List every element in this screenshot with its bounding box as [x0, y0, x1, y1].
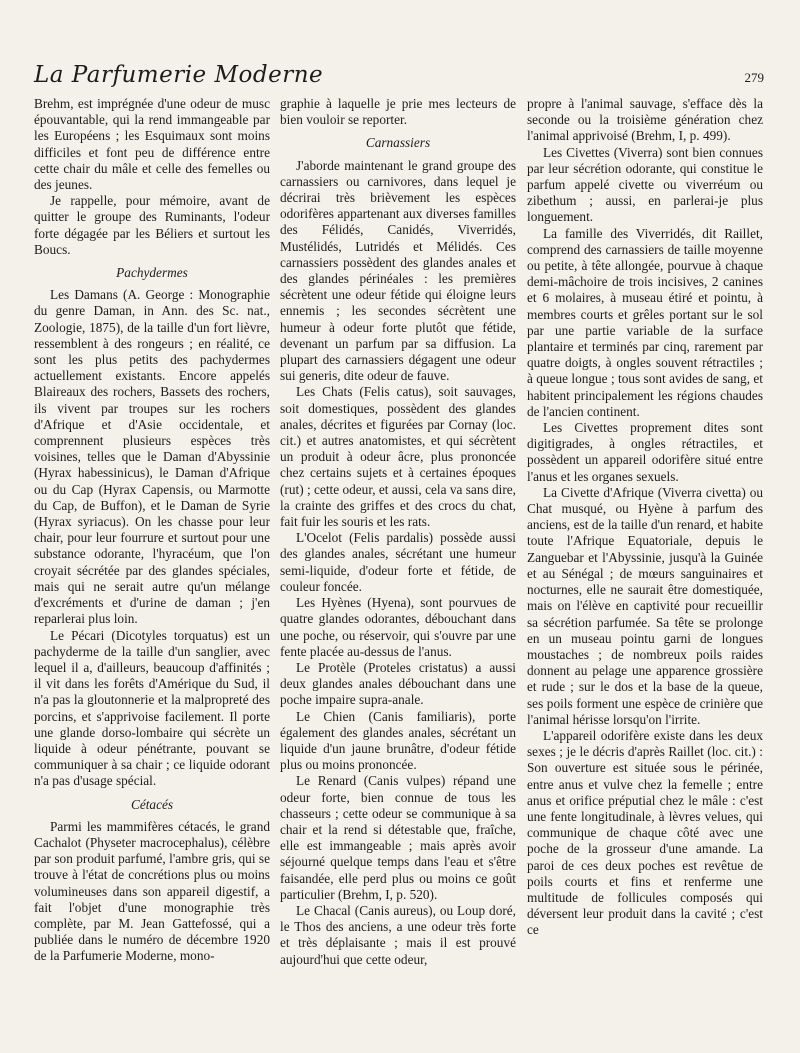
- section-heading-cetaces: Cétacés: [130, 796, 174, 812]
- page-header: [34, 62, 764, 88]
- paragraph: La famille des Viverridés, dit Raillet, comprend des carnassiers de taille moyenne ou petite, à tête allongée, pourvue à chaque demi-mâchoire de trois incisives, 2 canines et 6 molaires, à museau étiré et pointu, à membres courts et grêles portant sur le sol par une partie variable de la surface plantaire et terminés par cinq, rarement par quatre doigts, à ongles souvent rétractiles ; à queue longue ; tous sont avides de sang, et habitent principalement les régions chaudes de l'ancien continent.: [527, 225, 763, 419]
- text-column-2: [280, 96, 516, 968]
- paragraph: propre à l'animal sauvage, s'efface dès la seconde ou la troisième génération chez l'animal apprivoisé (Brehm, I, p. 499).: [527, 96, 763, 144]
- paragraph: graphie à laquelle je prie mes lecteurs de bien vouloir se reporter.: [280, 96, 516, 128]
- paragraph: Le Pécari (Dicotyles torquatus) est un pachyderme de la taille d'un sanglier, avec lequel il a, d'ailleurs, beaucoup d'affinités ; il vit dans les forêts d'Amérique du Sud, il n'a pas la gloutonnerie et la malpropreté des porcins, et s'apprivoise facilement. Il porte une glande dorso-lombaire qui sécrète un liquide à odeur pénétrante, pouvant se communiquer à sa chair ; ce liquide odorant n'a pas d'usage spécial.: [34, 627, 270, 789]
- text-column-3: [527, 96, 763, 939]
- paragraph: Le Protèle (Proteles cristatus) a aussi deux glandes anales débouchant dans une poche impaire supra-anale.: [280, 659, 516, 708]
- section-heading-carnassiers: Carnassiers: [365, 135, 431, 151]
- paragraph: Le Chien (Canis familiaris), porte également des glandes anales, sécrétant un liquide d'un jaune brunâtre, d'odeur fétide plus ou moins prononcée.: [280, 708, 516, 773]
- paragraph: Les Civettes proprement dites sont digitigrades, à ongles rétractiles, et possèdent un appareil odorifère situé entre l'anus et les organes sexuels.: [527, 420, 763, 484]
- paragraph: Brehm, est imprégnée d'une odeur de musc épouvantable, qui la rend immangeable par les Européens ; les Esquimaux sont moins difficiles et font peu de différence entre cette chair du mâle et celle des femelles ou des jeunes.: [34, 96, 270, 193]
- paragraph: L'appareil odorifère existe dans les deux sexes ; je le décris d'après Raillet (loc. cit.) : Son ouverture est située sous le périnée, entre anus et vulve chez la femelle ; entre anus et orifice préputial chez le mâle : c'est une fente longitudinale, à lèvres velues, qui communique de chaque côté avec une poche de la grosseur d'une amande. La paroi de ces deux poches est revêtue de poils courts et fins et renferme une multitude de follicules composés qui déversent leur produit dans la cavité ; c'est ce: [527, 727, 763, 938]
- paragraph: Les Damans (A. George : Monographie du genre Daman, in Ann. des Sc. nat., Zoologie, 1875), de la taille d'un fort lièvre, ressemblent à des rongeurs ; en réalité, ce sont les plus petits des pachydermes actuellement existants. Encore appelés Blaireaux des rochers, Bassets des rochers, ils vivent par troupes sur les rochers d'Afrique et d'Asie occidentale, et comprennent plusieurs espèces très voisines, telles que le Daman d'Abyssinie (Hyrax habessinicus), le Daman d'Afrique ou du Cap (Hyrax Capensis, ou Marmotte du Cap, de Buffon), et le Daman de Syrie (Hyrax syriacus). On les chasse pour leur chair, pour leur fourrure et surtout pour une substance odorante, l'hyracéum, que l'on croyait sécrétée par des glandes spéciales, mais qui ne serait autre qu'un mélange d'excréments et d'urine de daman ; j'en reparlerai plus loin.: [34, 287, 270, 627]
- paragraph: Je rappelle, pour mémoire, avant de quitter le groupe des Ruminants, l'odeur forte dégagée par les Béliers et surtout les Boucs.: [34, 193, 270, 257]
- section-heading-pachydermes: Pachydermes: [116, 265, 188, 281]
- paragraph: Parmi les mammifères cétacés, le grand Cachalot (Physeter macrocephalus), célèbre par son produit parfumé, l'ambre gris, qui se trouve à l'état de concrétions plus ou moins volumineuses dans son appareil digestif, a fait l'objet d'une monographie très complète, par M. Jean Gattefossé, qui a publiée dans le numéro de décembre 1920 de la Parfumerie Moderne, mono-: [34, 818, 270, 964]
- text-column-1: [34, 96, 270, 965]
- paragraph: Les Civettes (Viverra) sont bien connues par leur sécrétion odorante, qui constitue le parfum appelé civette ou viverréum ou zibethum ; aussi, en parlerai-je plus longuement.: [527, 144, 763, 225]
- paragraph: La Civette d'Afrique (Viverra civetta) ou Chat musqué, ou Hyène à parfum des anciens, est de la taille d'un renard, et habite toute l'Afrique Equatoriale, depuis le Zanguebar et l'Abyssinie, jusqu'à la Guinée et au Sénégal ; de mœurs sanguinaires et nocturnes, elle ne saurait être domestiquée, mais on l'élève en captivité pour recueillir sa sécrétion parfumée. Sa tête se prolonge en un museau pointu garni de longues moustaches ; de nombreux poils raides donnent au pelage une apparence grossière et rude ; sur le dos et la base de la queue, ses poils forment une espèce de crinière que l'animal hérisse lorsqu'on l'irrite.: [527, 484, 763, 727]
- paragraph: Les Chats (Felis catus), soit sauvages, soit domestiques, possèdent des glandes anales, décrites et figurées par Cornay (loc. cit.) et autres anatomistes, et qui sécrètent un produit à odeur âcre, plus prononcée chez certains sujets et à certaines époques (rut) ; cette odeur, et aussi, cela va sans dire, la crainte des griffes et des crocs du chat, fait fuir les souris et les rats.: [280, 384, 516, 530]
- paragraph: Le Renard (Canis vulpes) répand une odeur forte, bien connue de tous les chasseurs ; cette odeur se communique à sa chair et la rend si détestable que, fraîche, elle est immangeable ; mais après avoir séjourné quelque temps dans l'eau et s'être faisandée, elle perd plus ou moins ce goût particulier (Brehm, I, p. 520).: [280, 773, 516, 902]
- paragraph: L'Ocelot (Felis pardalis) possède aussi des glandes anales, sécrétant une humeur semi-liquide, d'odeur forte et fétide, de couleur foncée.: [280, 530, 516, 594]
- paragraph: Les Hyènes (Hyena), sont pourvues de quatre glandes odorantes, débouchant dans une poche, ou réservoir, qui s'ouvre par une fente placée au-dessus de l'anus.: [280, 595, 516, 659]
- journal-title: La Parfumerie Moderne: [34, 62, 324, 88]
- page-number: 279: [744, 70, 764, 85]
- paragraph: Le Chacal (Canis aureus), ou Loup doré, le Thos des anciens, a une odeur très forte et très déplaisante ; mais il est prouvé aujourd'hui que cette odeur,: [280, 902, 516, 967]
- paragraph: J'aborde maintenant le grand groupe des carnassiers ou carnivores, dans lequel je décrirai très brièvement les espèces odorifères appartenant aux diverses familles des Félidés, Canidés, Viverridés, Mustélidés, Lutridés et Mélidés. Ces carnassiers possèdent des glandes anales et des glandes périnéales : les premières sécrètent une odeur fétide qui éloigne leurs ennemis ; les secondes sécrètent une humeur à odeur forte plutôt que fétide, devenant un parfum par sa diffusion. La plupart des carnassiers dégagent une odeur sui generis, dite odeur de fauve.: [280, 157, 516, 384]
